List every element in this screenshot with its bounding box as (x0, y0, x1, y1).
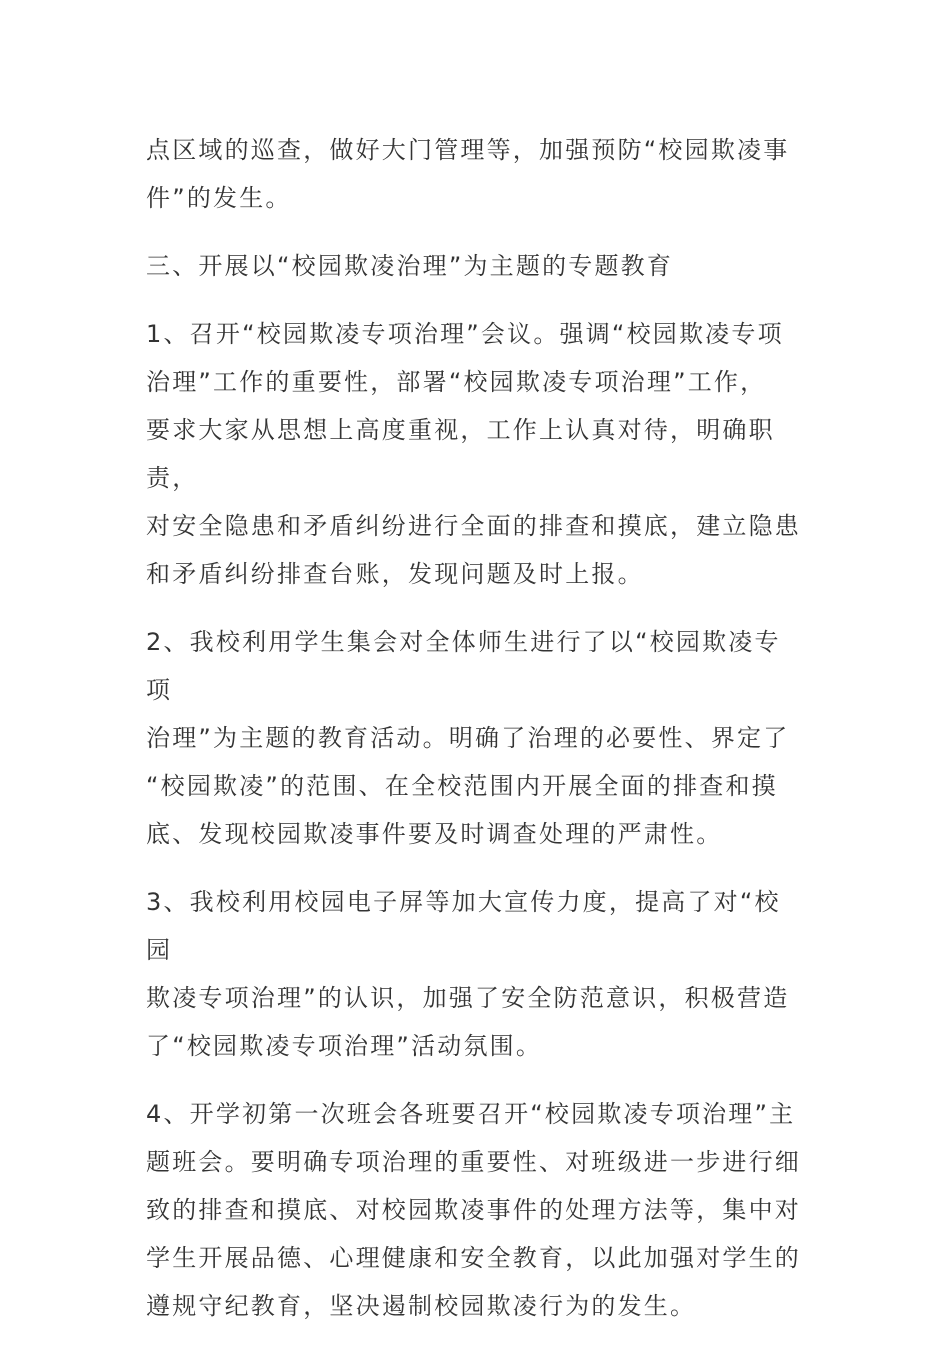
paragraph-continuation: 点区域的巡查，做好大门管理等，加强预防“校园欺凌事 件”的发生。 (146, 136, 790, 212)
paragraph-item-4: 4、开学初第一次班会各班要召开“校园欺凌专项治理”主 题班会。要明确专项治理的重要性、对班级进一步进行细 致的排查和摸底、对校园欺凌事件的处理方法等，集中对 学生开展品德、心理健康和安全教育，以此加强对学生的 遵规守纪教育，坚决遏制校园欺凌行为的发生。 (146, 1100, 801, 1320)
document-page (146, 126, 806, 1350)
paragraph-item-2: 2、我校利用学生集会对全体师生进行了以“校园欺凌专项 治理”为主题的教育活动。明确了治理的必要性、界定了 “校园欺凌”的范围、在全校范围内开展全面的排查和摸 底、发现校园欺凌事件要及时调查处理的严肃性。 (146, 628, 790, 848)
section-heading: 三、开展以“校园欺凌治理”为主题的专题教育 (146, 252, 674, 280)
paragraph-item-3: 3、我校利用校园电子屏等加大宣传力度，提高了对“校园 欺凌专项治理”的认识，加强了安全防范意识，积极营造 了“校园欺凌专项治理”活动氛围。 (146, 888, 790, 1060)
paragraph-item-1: 1、召开“校园欺凌专项治理”会议。强调“校园欺凌专项 治理”工作的重要性，部署“校园欺凌专项治理”工作， 要求大家从思想上高度重视，工作上认真对待，明确职责， 对安全隐患和矛盾纠纷进行全面的排查和摸底，建立隐患 和矛盾纠纷排查台账，发现问题及时上报。 (146, 320, 801, 588)
